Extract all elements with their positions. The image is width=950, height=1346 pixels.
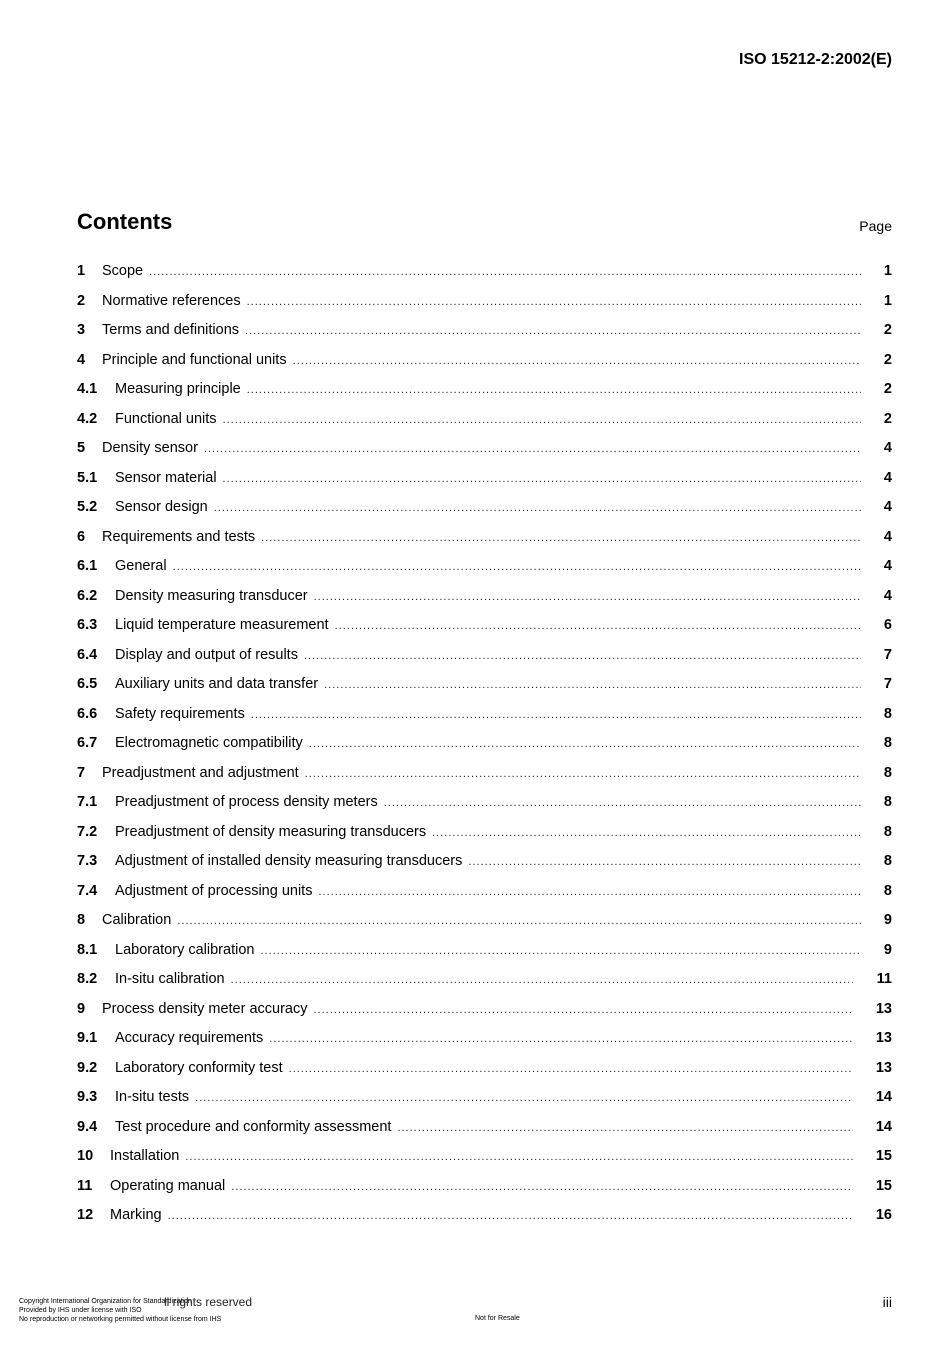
- toc-entry-page: 4: [883, 528, 892, 545]
- toc-entry-number: 9.2: [77, 1059, 98, 1076]
- table-of-contents: [77, 263, 892, 1237]
- toc-entry-page: 7: [883, 646, 892, 663]
- toc-entry-page: 9: [883, 941, 892, 958]
- toc-entry-page: 15: [875, 1177, 892, 1194]
- toc-entry-page: 15: [875, 1148, 892, 1164]
- toc-entry-label: Preadjustment of density measuring transducers: [115, 823, 427, 840]
- toc-entry-number: 9.1: [77, 1030, 98, 1046]
- toc-entry-page: 4: [883, 440, 892, 456]
- toc-entry-number: 6.7: [77, 735, 98, 751]
- toc-entry[interactable]: [77, 499, 892, 529]
- toc-entry-label: Laboratory calibration: [115, 941, 255, 958]
- toc-entry-label: Principle and functional units: [102, 351, 287, 368]
- toc-entry-number: 9.4: [77, 1118, 98, 1135]
- dot-leader: [214, 502, 861, 514]
- toc-entry-page: 8: [883, 794, 892, 810]
- toc-entry-label: In-situ calibration: [115, 971, 225, 987]
- toc-entry-number: 3: [77, 322, 86, 338]
- toc-entry[interactable]: [77, 912, 892, 942]
- toc-entry-page: 2: [883, 381, 892, 397]
- toc-entry-page: 1: [883, 292, 892, 309]
- toc-entry[interactable]: [77, 647, 892, 677]
- toc-entry[interactable]: [77, 1030, 892, 1060]
- toc-entry-number: 9: [77, 1000, 86, 1017]
- toc-entry-page: 8: [883, 882, 892, 899]
- document-id: ISO 15212-2:2002(E): [739, 51, 892, 68]
- toc-entry-label: Test procedure and conformity assessment: [115, 1118, 392, 1135]
- toc-entry[interactable]: [77, 440, 892, 470]
- toc-entry[interactable]: [77, 558, 892, 588]
- toc-entry-label: Marking: [110, 1207, 162, 1223]
- toc-entry[interactable]: [77, 1207, 892, 1237]
- page-number: iii: [882, 1294, 892, 1310]
- toc-entry[interactable]: [77, 588, 892, 618]
- toc-entry-label: Electromagnetic compatibility: [115, 735, 303, 751]
- toc-entry-number: 4.1: [77, 381, 98, 397]
- toc-entry-label: Density measuring transducer: [115, 587, 308, 604]
- toc-entry-page: 1: [883, 263, 892, 279]
- toc-entry-page: 2: [883, 322, 892, 338]
- dot-leader: [261, 532, 861, 544]
- toc-entry-page: 8: [883, 735, 892, 751]
- dot-leader: [314, 1004, 854, 1016]
- toc-entry[interactable]: [77, 794, 892, 824]
- toc-entry-number: 8.2: [77, 971, 98, 987]
- toc-entry-number: 7: [77, 764, 86, 781]
- dot-leader: [177, 915, 861, 927]
- toc-entry-label: Process density meter accuracy: [102, 1000, 308, 1017]
- toc-entry-label: Scope: [102, 263, 144, 279]
- toc-entry-page: 14: [875, 1089, 892, 1105]
- toc-entry-page: 11: [876, 971, 892, 987]
- dot-leader: [318, 886, 861, 898]
- dot-leader: [432, 827, 861, 839]
- toc-entry-page: 13: [875, 1059, 892, 1076]
- toc-entry-number: 8.1: [77, 941, 98, 958]
- toc-entry-label: Requirements and tests: [102, 528, 256, 545]
- toc-entry-page: 7: [883, 676, 892, 692]
- toc-entry-page: 14: [875, 1118, 892, 1135]
- dot-leader: [168, 1210, 853, 1222]
- toc-entry-page: 8: [883, 705, 892, 722]
- toc-entry-number: 11: [77, 1177, 93, 1194]
- toc-entry[interactable]: [77, 470, 892, 500]
- dot-leader: [304, 650, 861, 662]
- toc-entry[interactable]: [77, 293, 892, 323]
- page-column-label: Page: [859, 218, 892, 234]
- toc-entry[interactable]: [77, 971, 892, 1001]
- toc-entry-number: 6.5: [77, 676, 98, 692]
- toc-entry-number: 2: [77, 292, 86, 309]
- toc-entry-label: In-situ tests: [115, 1089, 190, 1105]
- toc-entry-number: 7.1: [77, 794, 98, 810]
- toc-entry-label: Operating manual: [110, 1177, 226, 1194]
- toc-entry-label: Sensor design: [115, 499, 208, 515]
- toc-entry-label: Display and output of results: [115, 646, 298, 663]
- toc-entry[interactable]: [77, 411, 892, 441]
- toc-entry[interactable]: [77, 322, 892, 352]
- dot-leader: [245, 325, 861, 337]
- toc-entry-label: Functional units: [115, 410, 217, 427]
- toc-entry-number: 4: [77, 351, 86, 368]
- toc-entry-page: 4: [883, 587, 892, 604]
- dot-leader: [269, 1033, 853, 1045]
- toc-entry[interactable]: [77, 1148, 892, 1178]
- toc-entry-number: 7.4: [77, 882, 98, 899]
- toc-entry-label: Accuracy requirements: [115, 1030, 264, 1046]
- toc-entry-number: 5.1: [77, 469, 98, 486]
- toc-entry[interactable]: [77, 529, 892, 559]
- dot-leader: [251, 709, 861, 721]
- dot-leader: [173, 561, 861, 573]
- dot-leader: [231, 1181, 853, 1193]
- dot-leader: [223, 414, 861, 426]
- contents-title: Contents: [77, 209, 173, 234]
- toc-entry-label: Calibration: [102, 912, 172, 928]
- toc-entry-label: General: [115, 558, 167, 574]
- toc-entry-label: Adjustment of processing units: [115, 882, 313, 899]
- toc-entry-number: 9.3: [77, 1089, 98, 1105]
- dot-leader: [223, 473, 861, 485]
- toc-entry[interactable]: [77, 824, 892, 854]
- toc-entry-label: Adjustment of installed density measuring transducers: [115, 853, 463, 869]
- dot-leader: [314, 591, 861, 603]
- toc-entry-label: Installation: [110, 1148, 180, 1164]
- toc-entry-label: Auxiliary units and data transfer: [115, 676, 319, 692]
- dot-leader: [195, 1092, 853, 1104]
- toc-entry-page: 8: [883, 764, 892, 781]
- dot-leader: [293, 355, 861, 367]
- toc-entry[interactable]: [77, 853, 892, 883]
- toc-entry-label: Safety requirements: [115, 705, 245, 722]
- toc-entry-label: Preadjustment of process density meters: [115, 794, 378, 810]
- copyright-line: No reproduction or networking permitted without license from IHS: [19, 1316, 222, 1323]
- toc-entry-page: 16: [875, 1207, 892, 1223]
- toc-entry[interactable]: [77, 676, 892, 706]
- toc-entry[interactable]: [77, 1178, 892, 1208]
- toc-entry-label: Laboratory conformity test: [115, 1059, 283, 1076]
- toc-entry-label: Sensor material: [115, 469, 217, 486]
- toc-entry-number: 6.3: [77, 617, 98, 633]
- dot-leader: [309, 738, 861, 750]
- toc-entry-label: Preadjustment and adjustment: [102, 764, 299, 781]
- toc-entry-label: Measuring principle: [115, 381, 241, 397]
- toc-entry-number: 7.2: [77, 823, 98, 840]
- dot-leader: [384, 797, 861, 809]
- dot-leader: [260, 945, 861, 957]
- toc-entry[interactable]: [77, 735, 892, 765]
- toc-entry-number: 5.2: [77, 499, 98, 515]
- dot-leader: [185, 1151, 853, 1163]
- toc-entry-page: 8: [883, 853, 892, 869]
- toc-entry-label: Normative references: [102, 292, 241, 309]
- toc-entry-number: 6.1: [77, 558, 98, 574]
- toc-entry-page: 13: [875, 1000, 892, 1017]
- toc-entry-page: 4: [883, 469, 892, 486]
- toc-entry-page: 6: [883, 617, 892, 633]
- dot-leader: [247, 384, 861, 396]
- toc-entry-page: 2: [883, 410, 892, 427]
- toc-entry-page: 9: [883, 912, 892, 928]
- copyright-line: Copyright International Organization for Standardization: [19, 1298, 192, 1305]
- toc-entry[interactable]: [77, 263, 892, 293]
- dot-leader: [149, 266, 861, 278]
- toc-entry-number: 12: [77, 1207, 94, 1223]
- dot-leader: [397, 1122, 853, 1134]
- toc-entry[interactable]: [77, 617, 892, 647]
- not-for-resale: Not for Resale: [475, 1315, 520, 1322]
- toc-entry-number: 6.4: [77, 646, 98, 663]
- toc-entry-number: 5: [77, 440, 86, 456]
- toc-entry-number: 7.3: [77, 853, 98, 869]
- dot-leader: [247, 296, 861, 308]
- toc-entry-label: Density sensor: [102, 440, 198, 456]
- toc-entry[interactable]: [77, 942, 892, 972]
- dot-leader: [324, 679, 861, 691]
- toc-entry[interactable]: [77, 1001, 892, 1031]
- toc-entry-page: 4: [883, 558, 892, 574]
- toc-entry[interactable]: [77, 1060, 892, 1090]
- toc-entry-number: 6: [77, 528, 86, 545]
- toc-entry[interactable]: [77, 381, 892, 411]
- toc-entry[interactable]: [77, 883, 892, 913]
- toc-entry-number: 4.2: [77, 410, 98, 427]
- dot-leader: [204, 443, 861, 455]
- toc-entry-number: 8: [77, 912, 86, 928]
- dot-leader: [305, 768, 861, 780]
- copyright-line: Provided by IHS under license with ISO: [19, 1307, 142, 1314]
- rights-reserved-text: ll rights reserved: [164, 1295, 253, 1309]
- dot-leader: [335, 620, 861, 632]
- dot-leader: [468, 856, 861, 868]
- toc-entry-number: 10: [77, 1148, 94, 1164]
- toc-entry[interactable]: [77, 1119, 892, 1149]
- toc-entry-page: 4: [883, 499, 892, 515]
- toc-entry-label: Liquid temperature measurement: [115, 617, 329, 633]
- toc-entry[interactable]: [77, 1089, 892, 1119]
- toc-entry-page: 8: [883, 823, 892, 840]
- toc-entry-label: Terms and definitions: [102, 322, 240, 338]
- toc-entry-number: 1: [77, 263, 86, 279]
- dot-leader: [231, 974, 853, 986]
- toc-entry-number: 6.6: [77, 705, 98, 722]
- toc-entry[interactable]: [77, 706, 892, 736]
- toc-entry[interactable]: [77, 765, 892, 795]
- toc-entry[interactable]: [77, 352, 892, 382]
- toc-entry-number: 6.2: [77, 587, 98, 604]
- toc-entry-page: 13: [875, 1030, 892, 1046]
- toc-entry-page: 2: [883, 351, 892, 368]
- dot-leader: [289, 1063, 853, 1075]
